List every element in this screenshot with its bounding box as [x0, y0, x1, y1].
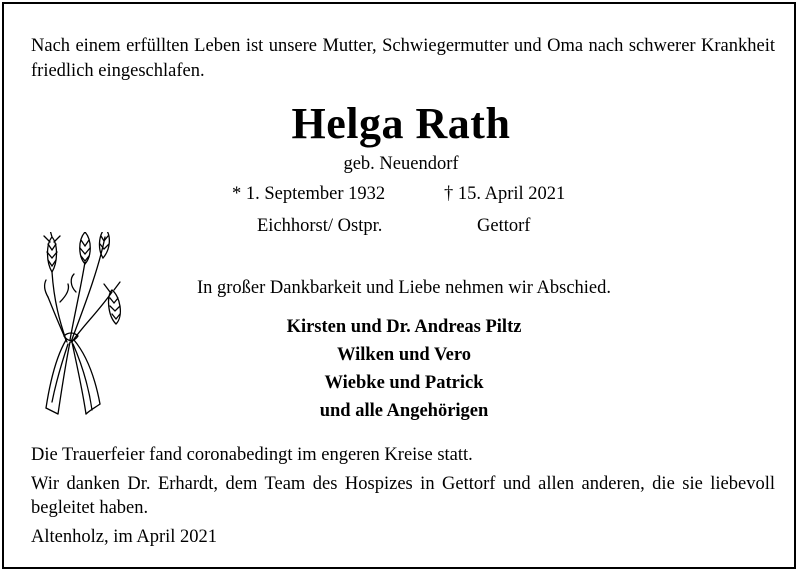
maiden-name: geb. Neuendorf — [343, 154, 459, 174]
death-date: † 15. April 2021 — [444, 184, 566, 204]
death-place: Gettorf — [477, 216, 531, 236]
mourner-entry: Kirsten und Dr. Andreas Piltz — [286, 317, 522, 337]
mourner-entry: Wilken und Vero — [336, 345, 472, 365]
farewell-line: In großer Dankbarkeit und Liebe nehmen wir Abschied. — [196, 278, 612, 298]
wheat-sheaf-icon — [40, 232, 132, 422]
mourners-list — [194, 313, 614, 425]
birth-place: Eichhorst/ Ostpr. — [257, 216, 383, 236]
deceased-name: Helga Rath — [291, 99, 511, 148]
birth-date: * 1. September 1932 — [232, 184, 386, 204]
intro-text: Nach einem erfüllten Leben ist unsere Mutter, Schwiegermutter und Oma nach schwerer Krankheit friedlich eingeschlafen. — [31, 36, 775, 81]
mourner-entry: Wiebke und Patrick — [324, 373, 484, 393]
mourner-entry: und alle Angehörigen — [319, 401, 489, 421]
obituary-notice — [2, 2, 796, 569]
thanks-text: Wir danken Dr. Erhardt, dem Team des Hospizes in Gettorf und allen anderen, die sie liebevoll begleitet haben. — [31, 474, 775, 518]
place-and-date: Altenholz, im April 2021 — [31, 527, 218, 547]
funeral-note: Die Trauerfeier fand coronabedingt im engeren Kreise statt. — [31, 445, 473, 465]
